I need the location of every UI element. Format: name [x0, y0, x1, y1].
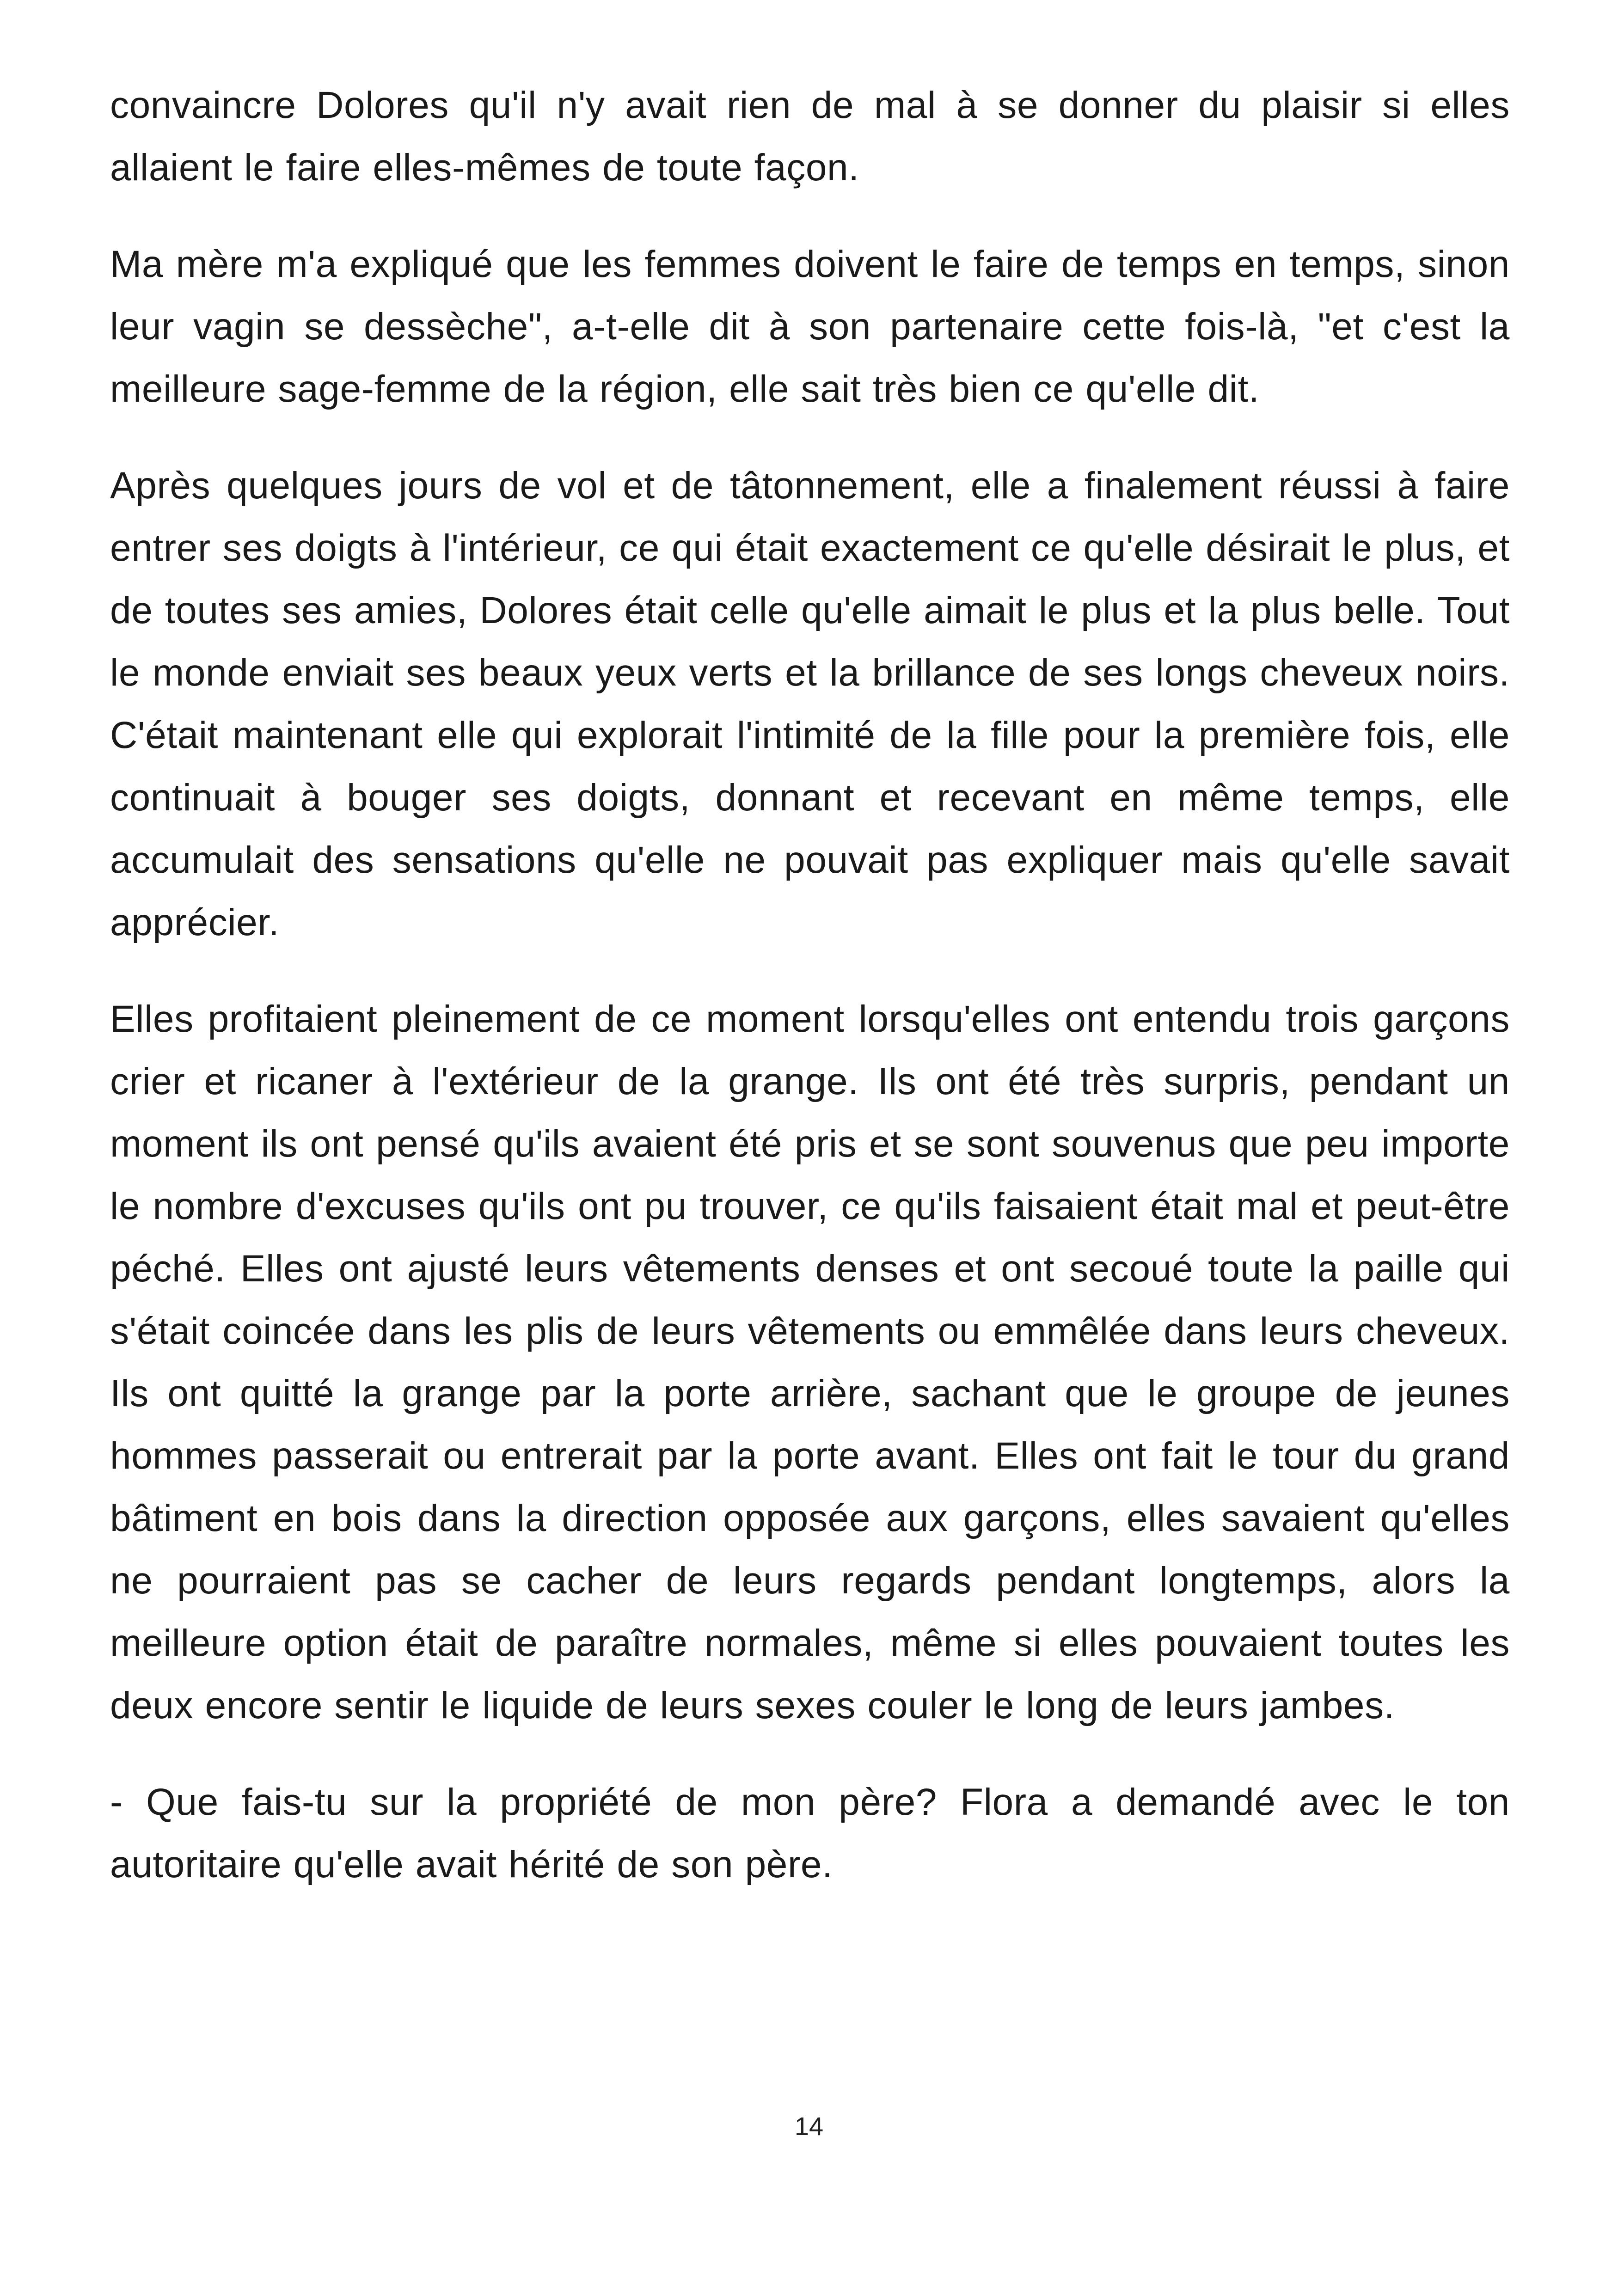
paragraph-5: - Que fais-tu sur la propriété de mon père? Flora a demandé avec le ton autoritaire qu'elle avait hérité de son père.: [110, 1781, 1510, 1886]
page-number: 14: [794, 2112, 824, 2141]
paragraph-2: Ma mère m'a expliqué que les femmes doivent le faire de temps en temps, sinon leur vagin se dessèche", a-t-elle dit à son partenaire cette fois-là, "et c'est la meilleure sage-femme de la région, elle sait très bien ce qu'elle dit.: [110, 243, 1510, 410]
paragraph-4: Elles profitaient pleinement de ce moment lorsqu'elles ont entendu trois garçons crier et ricaner à l'extérieur de la grange. Ils ont été très surpris, pendant un moment ils ont pensé qu'ils avaient été pris et se sont souvenus que peu importe le nombre d'excuses qu'ils ont pu trouver, ce qu'ils faisaient était mal et peut-être péché. Elles ont ajusté leurs vêtements denses et ont secoué toute la paille qui s'était coincée dans les plis de leurs vêtements ou emmêlée dans leurs cheveux. Ils ont quitté la grange par la porte arrière, sachant que le groupe de jeunes hommes passerait ou entrerait par la porte avant. Elles ont fait le tour du grand bâtiment en bois dans la direction opposée aux garçons, elles savaient qu'elles ne pourraient pas se cacher de leurs regards pendant longtemps, alors la meilleure option était de paraître normales, même si elles pouvaient toutes les deux encore sentir le liquide de leurs sexes couler le long de leurs jambes.: [110, 998, 1510, 1727]
body-text: [110, 74, 1510, 1930]
paragraph-3: Après quelques jours de vol et de tâtonnement, elle a finalement réussi à faire entrer ses doigts à l'intérieur, ce qui était exactement ce qu'elle désirait le plus, et de toutes ses amies, Dolores était celle qu'elle aimait le plus et la plus belle. Tout le monde enviait ses beaux yeux verts et la brillance de ses longs cheveux noirs. C'était maintenant elle qui explorait l'intimité de la fille pour la première fois, elle continuait à bouger ses doigts, donnant et recevant en même temps, elle accumulait des sensations qu'elle ne pouvait pas expliquer mais qu'elle savait apprécier.: [110, 465, 1510, 943]
paragraph-1: convaincre Dolores qu'il n'y avait rien de mal à se donner du plaisir si elles allaient le faire elles-mêmes de toute façon.: [110, 84, 1510, 189]
